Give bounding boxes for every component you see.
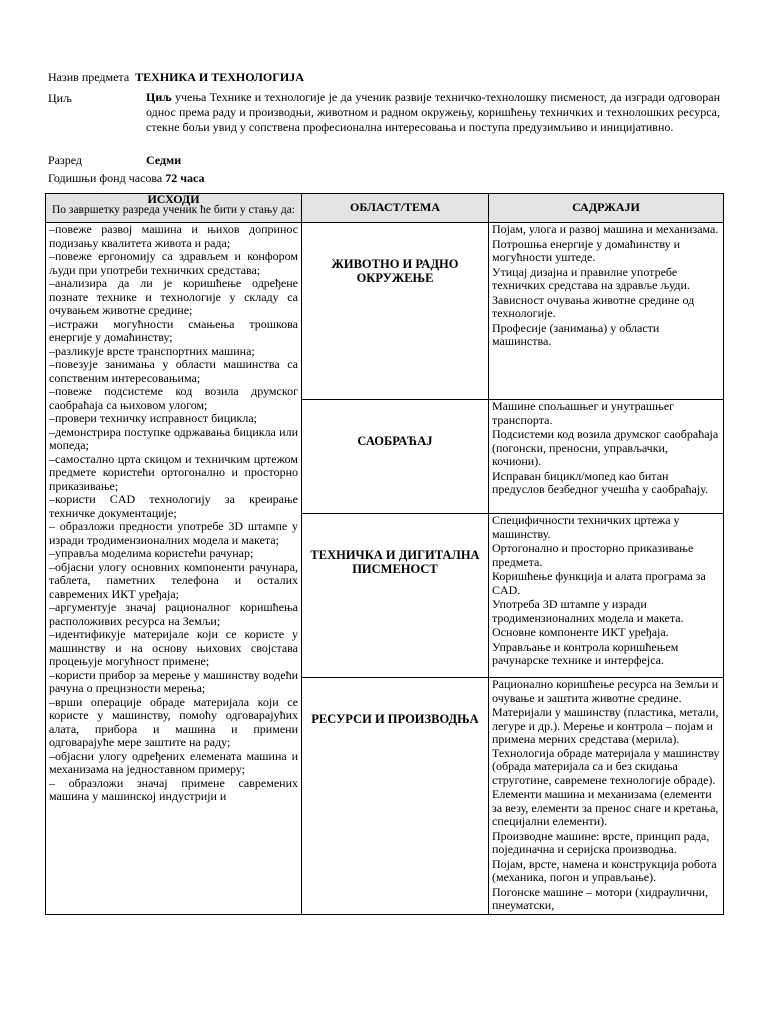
- goal-body: учења Технике и технологије је да ученик развије техничко-технолошку писменост, да изгради одговоран однос према раду и производњи, животном и радном окружењу, коришћењу техничких и технолошких ресурса, стекне бољи увид у сопствена професионална интересовања и поступа предузимљиво и иницијативно.: [146, 90, 720, 134]
- area-digital-literacy: ТЕХНИЧКА И ДИГИТАЛНА ПИСМЕНОСТ: [302, 514, 489, 678]
- content-item: Појам, врсте, намена и конструкција робота (механика, погон и управљање).: [492, 856, 717, 884]
- outcome-item: –врши операције обраде материјала који се користе у машинству, помоћу одговарајућих алата, прибора и машина и примени одговарајуће мере заштите на раду;: [49, 694, 298, 749]
- subject-row: [48, 70, 728, 84]
- content-item: Погонске машине – мотори (хидраулични, пнеуматски,: [492, 884, 709, 912]
- content-item: Производне машине: врсте, принцип рада, појединачна и серијска производња.: [492, 828, 710, 856]
- content-item: Исправан бицикл/мопед као битан предуслов безбедног учешћа у саобраћају.: [492, 468, 709, 496]
- content-item: Употреба 3D штампе у изради тродимензионалних модела и макета.: [492, 597, 684, 625]
- fund-label: Годишњи фонд часова: [48, 171, 163, 185]
- outcome-item: –идентификује материјале који се користе у машинству и на основу њихових својстава процењује могућност примене;: [49, 627, 298, 668]
- content-item: Коришћење функција и алата програма за CAD.: [492, 569, 706, 597]
- area-traffic: САОБРАЋАЈ: [302, 400, 489, 514]
- outcome-item: –демонстрира поступке одржавања бицикла или мопеда;: [49, 424, 298, 452]
- content-item: Елементи машина и механизама (елементи за везу, елементи за пренос снаге и кретања, специјални елементи).: [492, 787, 719, 828]
- contents-digital-literacy: [489, 514, 724, 678]
- outcome-item: – образложи предности употребе 3D штампе у изради тродимензионалних модела и макета;: [49, 519, 298, 547]
- outcome-item: –самостално црта скицом и техничким цртежом предмете користећи ортогонално и просторно приказивање;: [49, 451, 298, 493]
- outcome-item: –разликује врсте транспортних машина;: [49, 343, 255, 358]
- contents-traffic: [489, 400, 724, 514]
- content-item: Основне компоненте ИКТ уређаја.: [492, 625, 669, 639]
- annual-fund-row: [48, 171, 204, 185]
- curriculum-table: [45, 193, 724, 915]
- outcomes-title: ИСХОДИ: [147, 192, 200, 206]
- table-row: [46, 223, 724, 400]
- grade-value: Седми: [146, 153, 182, 167]
- fund-value: 72 часа: [165, 171, 205, 185]
- content-item: Специфичности техничких цртежа у машинству.: [492, 513, 680, 541]
- outcome-item: –објасни улогу основних компоненти рачунара, таблета, паметних телефона и осталих савремених ИКТ уређаја;: [49, 559, 298, 601]
- outcomes-header: [46, 194, 302, 223]
- outcome-item: –повезује занимања у области машинства са сопственим интересовањима;: [49, 357, 298, 385]
- outcome-item: –повеже подсистеме код возила друмског саобраћаја са њиховом улогом;: [49, 384, 298, 412]
- outcomes-cell: [46, 223, 302, 915]
- outcome-item: –користи CAD технологију за креирање техничке документације;: [49, 492, 298, 520]
- content-item: Потрошња енергије у домаћинству и могућности уштеде.: [492, 236, 681, 264]
- goal-label: Циљ: [48, 91, 72, 105]
- outcome-item: –анализира да ли је коришћење одређене познате технике и технологије у складу са очувањем животне средине;: [49, 276, 298, 317]
- outcome-item: –истражи могућности смањења трошкова енергије у домаћинству;: [49, 316, 298, 344]
- outcome-item: –користи прибор за мерење у машинству водећи рачуна о прецизности мерења;: [49, 667, 298, 695]
- area-environment: ЖИВОТНО И РАДНО ОКРУЖЕЊЕ: [302, 223, 489, 400]
- content-item: Утицај дизајна и правилне употребе техничких средстава на здравље људи.: [492, 264, 690, 292]
- content-item: Материјали у машинству (пластика, метали, легуре и др.). Мерење и контрола – појам и примена мерних средстава (мерила). Технологија обраде материјала у машинству (обрада материјала са и без скидања струготине, савремене технологије обраде).: [492, 705, 720, 787]
- outcomes-subtitle: По завршетку разреда ученик ће бити у стању да:: [51, 204, 295, 216]
- goal-bold: Циљ: [146, 90, 172, 104]
- outcome-item: –објасни улогу одређених елемената машина и механизама на једноставном примеру;: [49, 748, 298, 776]
- contents-resources: [489, 678, 724, 915]
- area-resources: РЕСУРСИ И ПРОИЗВОДЊА: [302, 678, 489, 915]
- outcome-item: –повеже развој машина и њихов допринос подизању квалитета живота и рада;: [49, 222, 298, 250]
- outcome-item: –аргументује значај рационалног коришћења расположивих ресурса на Земљи;: [49, 600, 298, 628]
- content-item: Машине спољашњег и унутрашњег транспорта.: [492, 399, 675, 427]
- content-item: Професије (занимања) у области машинства.: [492, 320, 660, 348]
- area-header: ОБЛАСТ/ТЕМА: [302, 194, 489, 223]
- content-item: Ортогонално и просторно приказивање предмета.: [492, 541, 694, 569]
- subject-label: Назив предмета: [48, 70, 130, 84]
- outcome-item: –управља моделима користећи рачунар;: [49, 546, 254, 560]
- content-item: Управљање и контрола коришћењем рачунарске технике и интерфејса.: [492, 639, 679, 667]
- goal-text: [146, 90, 720, 135]
- content-item: Подсистеми код возила друмског саобраћаја (погонски, преносни, управљачки, кочиони).: [492, 427, 719, 468]
- contents-header: САДРЖАЈИ: [489, 194, 724, 223]
- outcome-item: – образложи значај примене савремених машина у машинској индустрији и: [49, 775, 298, 803]
- outcome-item: –провери техничку исправност бицикла;: [49, 411, 258, 425]
- content-item: Рационално коришћење ресурса на Земљи и очување и заштита животне средине.: [492, 677, 719, 705]
- contents-environment: [489, 223, 724, 400]
- content-item: Зависност очувања животне средине од технологије.: [492, 292, 695, 320]
- outcome-item: –повеже ергономију са здрављем и конфором људи при употреби техничких средстава;: [49, 249, 298, 277]
- content-item: Појам, улога и развој машина и механизама.: [492, 222, 719, 236]
- table-header-row: [46, 194, 724, 223]
- grade-label: Разред: [48, 153, 83, 167]
- subject-value: ТЕХНИКА И ТЕХНОЛОГИЈА: [135, 70, 304, 84]
